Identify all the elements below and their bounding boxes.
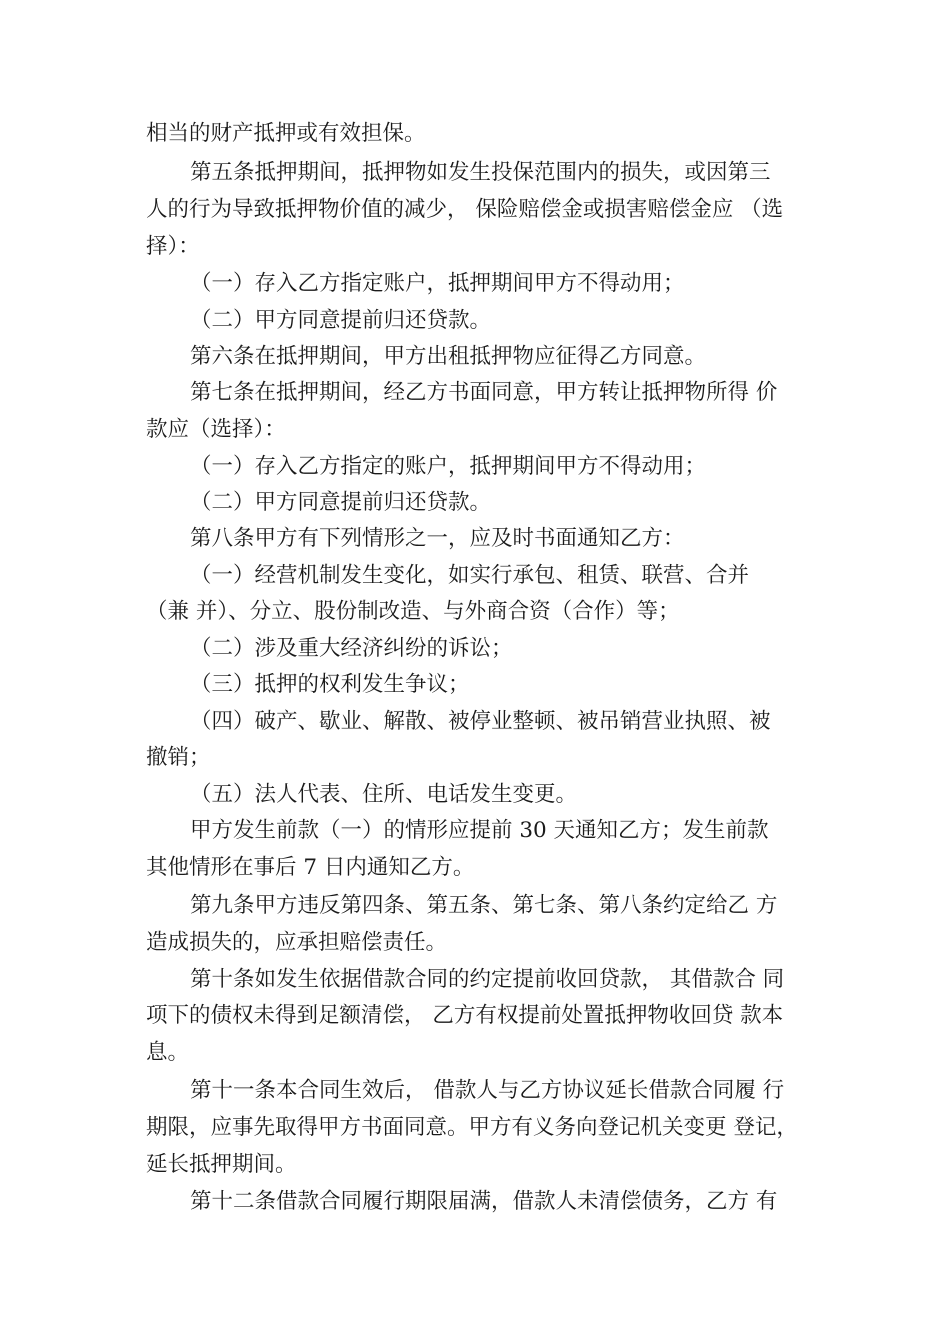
text-line: 甲方发生前款（一）的情形应提前 30 天通知乙方；发生前款 bbox=[190, 818, 769, 843]
text-line: 期限，应事先取得甲方书面同意。甲方有义务向登记机关变更 登记， bbox=[146, 1115, 798, 1140]
text-line: （五）法人代表、住所、电话发生变更。 bbox=[190, 782, 578, 807]
text-line: （一）经营机制发生变化，如实行承包、租赁、联营、合并 bbox=[190, 563, 750, 588]
text-line: 人的行为导致抵押物价值的减少， 保险赔偿金或损害赔偿金应 （选 bbox=[146, 197, 784, 222]
text-line: （一）存入乙方指定账户，抵押期间甲方不得动用； bbox=[190, 271, 685, 296]
text-line: （一）存入乙方指定的账户，抵押期间甲方不得动用； bbox=[190, 454, 707, 479]
text-line: 第十一条本合同生效后， 借款人与乙方协议延长借款合同履 行 bbox=[190, 1078, 785, 1103]
text-line: 第七条在抵押期间，经乙方书面同意，甲方转让抵押物所得 价 bbox=[190, 380, 778, 405]
text-line: （二）涉及重大经济纠纷的诉讼； bbox=[190, 636, 513, 661]
text-line: 相当的财产抵押或有效担保。 bbox=[146, 121, 426, 146]
text-line: 撤销； bbox=[146, 745, 211, 770]
text-line: 第五条抵押期间，抵押物如发生投保范围内的损失，或因第三 bbox=[190, 160, 771, 185]
text-line: 延长抵押期间。 bbox=[146, 1152, 297, 1177]
text-line: 第十二条借款合同履行期限届满，借款人未清偿债务，乙方 有 bbox=[190, 1189, 778, 1214]
text-line: （三）抵押的权利发生争议； bbox=[190, 672, 470, 697]
text-line: 第十条如发生依据借款合同的约定提前收回贷款， 其借款合 同 bbox=[190, 967, 785, 992]
text-line: 第九条甲方违反第四条、第五条、第七条、第八条约定给乙 方 bbox=[190, 893, 778, 918]
text-line: 第六条在抵押期间，甲方出租抵押物应征得乙方同意。 bbox=[190, 344, 707, 369]
text-line: 择）： bbox=[146, 234, 200, 259]
text-line: 造成损失的，应承担赔偿责任。 bbox=[146, 930, 448, 955]
text-line: 息。 bbox=[146, 1040, 190, 1065]
text-line: （二）甲方同意提前归还贷款。 bbox=[190, 308, 492, 333]
text-line: 第八条甲方有下列情形之一，应及时书面通知乙方： bbox=[190, 526, 685, 551]
text-line: （四）破产、歇业、解散、被停业整顿、被吊销营业执照、被 bbox=[190, 709, 771, 734]
text-line: 项下的债权未得到足额清偿， 乙方有权提前处置抵押物收回贷 款本 bbox=[146, 1003, 784, 1028]
text-line: 其他情形在事后 7 日内通知乙方。 bbox=[146, 855, 475, 880]
text-line: （二）甲方同意提前归还贷款。 bbox=[190, 490, 492, 515]
text-line: （兼 并）、分立、股份制改造、与外商合资（合作）等； bbox=[146, 599, 680, 624]
text-line: 款应（选择）： bbox=[146, 417, 286, 442]
